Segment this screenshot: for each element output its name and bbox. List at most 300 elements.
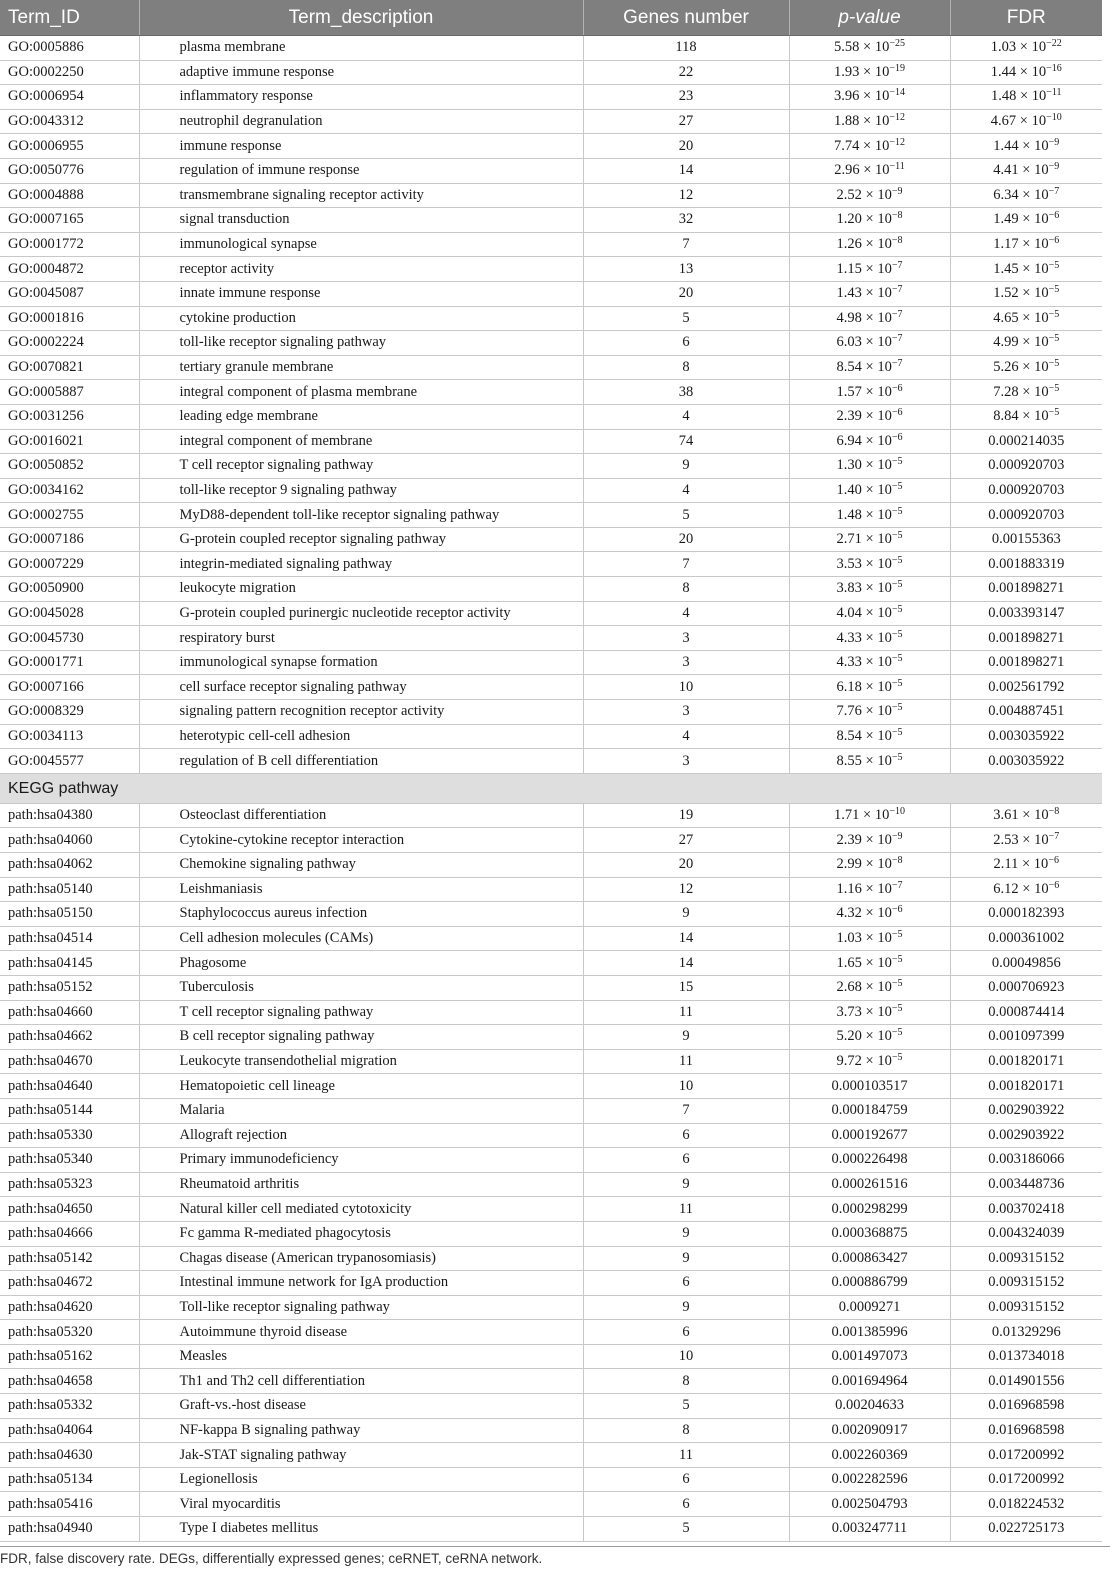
- p-value-cell-exponent: −7: [891, 358, 903, 370]
- genes-number-cell: 10: [583, 675, 789, 700]
- p-value-cell-times: × 10: [865, 880, 892, 897]
- table-row: [0, 134, 1102, 159]
- fdr-cell-times: × 10: [1022, 236, 1049, 253]
- p-value-cell-exponent: −8: [891, 210, 903, 222]
- p-value-cell: [789, 1418, 950, 1443]
- fdr-cell-exponent: −7: [1048, 185, 1060, 197]
- table-row: [0, 1443, 1102, 1468]
- p-value-cell-exponent: −6: [891, 904, 903, 916]
- term-description-cell: innate immune response: [139, 281, 583, 306]
- fdr-cell-exponent: −5: [1048, 358, 1060, 370]
- term-description-cell: leading edge membrane: [139, 404, 583, 429]
- term-id-cell: path:hsa04670: [0, 1049, 139, 1074]
- fdr-cell: [950, 1123, 1102, 1148]
- fdr-cell-exponent: −22: [1046, 38, 1062, 50]
- fdr-cell: [950, 109, 1102, 134]
- p-value-cell-times: × 10: [865, 236, 892, 253]
- fdr-cell: [950, 1025, 1102, 1050]
- genes-number-cell: 10: [583, 1344, 789, 1369]
- term-id-cell: path:hsa05140: [0, 877, 139, 902]
- term-id-cell: GO:0045577: [0, 749, 139, 774]
- term-id-cell: path:hsa04650: [0, 1197, 139, 1222]
- fdr-cell-exponent: −9: [1048, 161, 1060, 173]
- fdr-cell-text: 0.000920703: [988, 481, 1065, 498]
- fdr-cell-mantissa: 1.17: [993, 236, 1019, 253]
- p-value-cell-exponent: −25: [889, 38, 905, 50]
- fdr-cell: [950, 1221, 1102, 1246]
- p-value-cell-times: × 10: [865, 678, 892, 695]
- term-description-cell: integral component of plasma membrane: [139, 380, 583, 405]
- fdr-cell-text: 0.017200992: [988, 1446, 1065, 1463]
- fdr-cell-mantissa: 2.11: [993, 856, 1019, 873]
- p-value-cell-mantissa: 4.98: [836, 309, 862, 326]
- fdr-cell: [950, 1418, 1102, 1443]
- term-description-cell: respiratory burst: [139, 626, 583, 651]
- fdr-cell: [950, 1000, 1102, 1025]
- fdr-cell: [950, 1295, 1102, 1320]
- p-value-cell: [789, 675, 950, 700]
- genes-number-cell: 20: [583, 853, 789, 878]
- p-value-cell-times: × 10: [865, 285, 892, 302]
- term-id-cell: GO:0001816: [0, 306, 139, 331]
- genes-number-cell: 11: [583, 1000, 789, 1025]
- term-id-cell: GO:0070821: [0, 355, 139, 380]
- fdr-cell-text: 0.003035922: [988, 727, 1065, 744]
- p-value-cell-times: × 10: [865, 408, 892, 425]
- header-p-value: [789, 0, 950, 36]
- p-value-cell: [789, 650, 950, 675]
- fdr-cell: [950, 1246, 1102, 1271]
- p-value-cell-mantissa: 2.39: [836, 831, 862, 848]
- table-row: [0, 257, 1102, 282]
- p-value-cell-exponent: −11: [889, 161, 905, 173]
- table-row: [0, 183, 1102, 208]
- fdr-cell-mantissa: 2.53: [993, 831, 1019, 848]
- fdr-cell: [950, 1049, 1102, 1074]
- genes-number-cell: 8: [583, 577, 789, 602]
- fdr-cell-text: 0.009315152: [988, 1274, 1065, 1291]
- term-description-cell: Rheumatoid arthritis: [139, 1172, 583, 1197]
- term-id-cell: path:hsa04145: [0, 951, 139, 976]
- table-row: [0, 281, 1102, 306]
- fdr-cell-times: × 10: [1022, 807, 1049, 824]
- genes-number-cell: 5: [583, 503, 789, 528]
- p-value-cell-exponent: −10: [889, 806, 905, 818]
- fdr-cell: [950, 724, 1102, 749]
- p-value-cell: [789, 1049, 950, 1074]
- p-value-cell: [789, 724, 950, 749]
- p-value-cell-exponent: −14: [889, 87, 905, 99]
- fdr-cell-mantissa: 4.65: [993, 309, 1019, 326]
- term-description-cell: integral component of membrane: [139, 429, 583, 454]
- genes-number-cell: 14: [583, 926, 789, 951]
- p-value-cell: [789, 577, 950, 602]
- fdr-cell-text: 0.000706923: [988, 979, 1065, 996]
- fdr-cell: [950, 36, 1102, 61]
- fdr-cell-exponent: −5: [1048, 308, 1060, 320]
- table-row: [0, 1049, 1102, 1074]
- p-value-cell-mantissa: 8.54: [836, 727, 862, 744]
- p-value-cell: [789, 1098, 950, 1123]
- term-description-cell: Legionellosis: [139, 1467, 583, 1492]
- p-value-cell: [789, 306, 950, 331]
- fdr-cell-text: 0.002903922: [988, 1102, 1065, 1119]
- table-row: [0, 675, 1102, 700]
- header-row: [0, 0, 1102, 36]
- table-row: [0, 926, 1102, 951]
- term-description-cell: Hematopoietic cell lineage: [139, 1074, 583, 1099]
- p-value-cell-text: 0.002504793: [831, 1495, 908, 1512]
- fdr-cell: [950, 1369, 1102, 1394]
- table-row: [0, 552, 1102, 577]
- fdr-cell-times: × 10: [1022, 162, 1049, 179]
- p-value-cell-exponent: −5: [891, 929, 903, 941]
- p-value-cell-exponent: −5: [891, 603, 903, 615]
- term-description-cell: integrin-mediated signaling pathway: [139, 552, 583, 577]
- fdr-cell-mantissa: 4.41: [993, 162, 1019, 179]
- p-value-cell-exponent: −5: [891, 978, 903, 990]
- genes-number-cell: 6: [583, 331, 789, 356]
- fdr-cell: [950, 1492, 1102, 1517]
- p-value-cell-mantissa: 8.55: [836, 752, 862, 769]
- genes-number-cell: 4: [583, 404, 789, 429]
- table-row: [0, 724, 1102, 749]
- fdr-cell-exponent: −9: [1048, 136, 1060, 148]
- p-value-cell-exponent: −5: [891, 579, 903, 591]
- fdr-cell: [950, 183, 1102, 208]
- fdr-cell-mantissa: 1.03: [990, 39, 1017, 56]
- p-value-cell-mantissa: 2.39: [836, 408, 862, 425]
- term-id-cell: path:hsa04640: [0, 1074, 139, 1099]
- p-value-cell: [789, 36, 950, 61]
- genes-number-cell: 5: [583, 1517, 789, 1542]
- genes-number-cell: 3: [583, 700, 789, 725]
- fdr-cell: [950, 902, 1102, 927]
- term-description-cell: MyD88-dependent toll-like receptor signaling pathway: [139, 503, 583, 528]
- table-row: [0, 85, 1102, 110]
- header-term-id: Term_ID: [0, 0, 139, 36]
- p-value-cell-exponent: −5: [891, 1052, 903, 1064]
- term-id-cell: path:hsa05144: [0, 1098, 139, 1123]
- p-value-cell-times: × 10: [865, 506, 892, 523]
- p-value-cell-mantissa: 4.33: [836, 654, 862, 671]
- fdr-cell: [950, 208, 1102, 233]
- term-id-cell: path:hsa04380: [0, 803, 139, 828]
- genes-number-cell: 7: [583, 552, 789, 577]
- term-id-cell: path:hsa05332: [0, 1394, 139, 1419]
- p-value-cell-times: × 10: [865, 1053, 892, 1070]
- fdr-cell: [950, 1148, 1102, 1173]
- p-value-cell: [789, 828, 950, 853]
- p-value-cell-mantissa: 4.04: [836, 604, 862, 621]
- term-id-cell: GO:0007165: [0, 208, 139, 233]
- fdr-cell-exponent: −10: [1046, 112, 1062, 124]
- table-row: [0, 601, 1102, 626]
- fdr-cell-mantissa: 1.45: [993, 260, 1019, 277]
- p-value-cell-mantissa: 2.99: [836, 856, 862, 873]
- fdr-cell-text: 0.022725173: [988, 1520, 1065, 1537]
- table-row: [0, 626, 1102, 651]
- p-value-cell-exponent: −5: [891, 653, 903, 665]
- table-row: [0, 158, 1102, 183]
- p-value-cell-times: × 10: [865, 186, 892, 203]
- genes-number-cell: 118: [583, 36, 789, 61]
- header-p-value-label: p-value: [838, 6, 901, 28]
- fdr-cell-text: 0.000361002: [988, 930, 1065, 947]
- genes-number-cell: 3: [583, 650, 789, 675]
- p-value-cell-exponent: −7: [891, 333, 903, 345]
- table-row: [0, 1221, 1102, 1246]
- term-description-cell: Allograft rejection: [139, 1123, 583, 1148]
- term-description-cell: Chemokine signaling pathway: [139, 853, 583, 878]
- p-value-cell-times: × 10: [865, 856, 892, 873]
- fdr-cell-exponent: −6: [1048, 879, 1060, 891]
- fdr-cell-mantissa: 8.84: [993, 408, 1019, 425]
- term-id-cell: path:hsa05134: [0, 1467, 139, 1492]
- p-value-cell: [789, 355, 950, 380]
- table-row: [0, 1467, 1102, 1492]
- fdr-cell-text: 0.001820171: [988, 1053, 1065, 1070]
- p-value-cell-text: 0.000226498: [831, 1151, 908, 1168]
- section-header-row: [0, 773, 1102, 803]
- genes-number-cell: 5: [583, 1394, 789, 1419]
- table-row: [0, 1492, 1102, 1517]
- fdr-cell-text: 0.003702418: [988, 1200, 1065, 1217]
- p-value-cell-times: × 10: [865, 580, 892, 597]
- term-id-cell: path:hsa04064: [0, 1418, 139, 1443]
- term-description-cell: T cell receptor signaling pathway: [139, 454, 583, 479]
- p-value-cell-exponent: −5: [891, 628, 903, 640]
- term-description-cell: toll-like receptor signaling pathway: [139, 331, 583, 356]
- fdr-cell-mantissa: 3.61: [993, 807, 1019, 824]
- p-value-cell-mantissa: 4.33: [836, 629, 862, 646]
- p-value-cell: [789, 183, 950, 208]
- fdr-cell: [950, 1467, 1102, 1492]
- p-value-cell-exponent: −5: [891, 456, 903, 468]
- p-value-cell-text: 0.0009271: [838, 1298, 901, 1315]
- term-description-cell: signaling pattern recognition receptor activity: [139, 700, 583, 725]
- header-term-description: Term_description: [139, 0, 583, 36]
- fdr-cell-text: 0.014901556: [988, 1372, 1065, 1389]
- table-row: [0, 700, 1102, 725]
- p-value-cell-mantissa: 5.20: [836, 1028, 862, 1045]
- genes-number-cell: 20: [583, 281, 789, 306]
- table-row: [0, 1197, 1102, 1222]
- p-value-cell: [789, 1148, 950, 1173]
- term-id-cell: GO:0043312: [0, 109, 139, 134]
- table-row: [0, 1517, 1102, 1542]
- fdr-cell-exponent: −11: [1046, 87, 1062, 99]
- p-value-cell: [789, 1123, 950, 1148]
- table-row: [0, 429, 1102, 454]
- fdr-cell: [950, 1197, 1102, 1222]
- fdr-cell-text: 0.001898271: [988, 580, 1065, 597]
- table-row: [0, 60, 1102, 85]
- genes-number-cell: 10: [583, 1074, 789, 1099]
- term-description-cell: Staphylococcus aureus infection: [139, 902, 583, 927]
- fdr-cell: [950, 1098, 1102, 1123]
- genes-number-cell: 20: [583, 527, 789, 552]
- fdr-cell-text: 0.000874414: [988, 1003, 1065, 1020]
- p-value-cell: [789, 158, 950, 183]
- p-value-cell: [789, 552, 950, 577]
- genes-number-cell: 23: [583, 85, 789, 110]
- p-value-cell-text: 0.002090917: [831, 1421, 908, 1438]
- fdr-cell-text: 0.013734018: [988, 1348, 1065, 1365]
- fdr-cell-exponent: −5: [1048, 333, 1060, 345]
- fdr-cell-exponent: −8: [1048, 806, 1060, 818]
- p-value-cell: [789, 1443, 950, 1468]
- genes-number-cell: 13: [583, 257, 789, 282]
- table-row: [0, 951, 1102, 976]
- p-value-cell-exponent: −6: [891, 382, 903, 394]
- fdr-cell-text: 0.001898271: [988, 654, 1065, 671]
- fdr-cell: [950, 232, 1102, 257]
- fdr-cell-times: × 10: [1019, 39, 1047, 56]
- fdr-cell: [950, 1172, 1102, 1197]
- p-value-cell-mantissa: 2.68: [836, 979, 862, 996]
- term-id-cell: GO:0002250: [0, 60, 139, 85]
- p-value-cell-times: × 10: [865, 432, 892, 449]
- genes-number-cell: 74: [583, 429, 789, 454]
- genes-number-cell: 3: [583, 626, 789, 651]
- term-description-cell: cell surface receptor signaling pathway: [139, 675, 583, 700]
- fdr-cell-mantissa: 1.49: [993, 211, 1019, 228]
- term-id-cell: path:hsa04666: [0, 1221, 139, 1246]
- p-value-cell: [789, 134, 950, 159]
- table-row: [0, 877, 1102, 902]
- p-value-cell-mantissa: 1.03: [836, 930, 862, 947]
- p-value-cell: [789, 1369, 950, 1394]
- term-description-cell: tertiary granule membrane: [139, 355, 583, 380]
- term-description-cell: Osteoclast differentiation: [139, 803, 583, 828]
- term-id-cell: GO:0050852: [0, 454, 139, 479]
- term-description-cell: receptor activity: [139, 257, 583, 282]
- p-value-cell-mantissa: 2.96: [834, 162, 860, 179]
- term-description-cell: Primary immunodeficiency: [139, 1148, 583, 1173]
- term-id-cell: path:hsa05320: [0, 1320, 139, 1345]
- fdr-cell-exponent: −6: [1048, 210, 1060, 222]
- table-row: [0, 650, 1102, 675]
- p-value-cell-times: × 10: [865, 531, 892, 548]
- p-value-cell-text: 0.000261516: [831, 1176, 908, 1193]
- table-row: [0, 208, 1102, 233]
- p-value-cell-exponent: −5: [891, 1002, 903, 1014]
- fdr-cell-mantissa: 5.26: [993, 359, 1019, 376]
- term-description-cell: neutrophil degranulation: [139, 109, 583, 134]
- table-row: [0, 1344, 1102, 1369]
- genes-number-cell: 7: [583, 232, 789, 257]
- fdr-cell-times: × 10: [1022, 334, 1049, 351]
- p-value-cell-times: × 10: [865, 703, 892, 720]
- genes-number-cell: 20: [583, 134, 789, 159]
- fdr-cell: [950, 478, 1102, 503]
- p-value-cell-mantissa: 2.52: [836, 186, 862, 203]
- term-id-cell: path:hsa04660: [0, 1000, 139, 1025]
- term-description-cell: immune response: [139, 134, 583, 159]
- term-description-cell: plasma membrane: [139, 36, 583, 61]
- p-value-cell-exponent: −19: [889, 62, 905, 74]
- p-value-cell: [789, 951, 950, 976]
- genes-number-cell: 5: [583, 306, 789, 331]
- fdr-cell-text: 0.009315152: [988, 1298, 1065, 1315]
- p-value-cell-times: × 10: [863, 162, 890, 179]
- p-value-cell: [789, 331, 950, 356]
- fdr-cell: [950, 1271, 1102, 1296]
- p-value-cell: [789, 527, 950, 552]
- term-id-cell: GO:0016021: [0, 429, 139, 454]
- p-value-cell-exponent: −5: [891, 726, 903, 738]
- fdr-cell-mantissa: 4.99: [993, 334, 1019, 351]
- genes-number-cell: 9: [583, 1221, 789, 1246]
- genes-number-cell: 9: [583, 1172, 789, 1197]
- p-value-cell-times: × 10: [865, 359, 892, 376]
- term-id-cell: GO:0034113: [0, 724, 139, 749]
- p-value-cell-text: 0.001385996: [831, 1323, 908, 1340]
- term-id-cell: GO:0050776: [0, 158, 139, 183]
- term-description-cell: transmembrane signaling receptor activity: [139, 183, 583, 208]
- genes-number-cell: 9: [583, 902, 789, 927]
- term-description-cell: Fc gamma R-mediated phagocytosis: [139, 1221, 583, 1246]
- genes-number-cell: 19: [583, 803, 789, 828]
- fdr-cell-text: 0.016968598: [988, 1421, 1065, 1438]
- genes-number-cell: 22: [583, 60, 789, 85]
- p-value-cell-mantissa: 1.88: [834, 113, 860, 130]
- fdr-cell: [950, 60, 1102, 85]
- p-value-cell-mantissa: 3.73: [836, 1003, 862, 1020]
- fdr-cell: [950, 503, 1102, 528]
- fdr-cell-text: 0.017200992: [988, 1471, 1065, 1488]
- table-row: [0, 828, 1102, 853]
- p-value-cell-exponent: −5: [891, 505, 903, 517]
- fdr-cell: [950, 650, 1102, 675]
- p-value-cell-exponent: −5: [891, 702, 903, 714]
- p-value-cell-exponent: −5: [891, 530, 903, 542]
- p-value-cell: [789, 1172, 950, 1197]
- term-id-cell: path:hsa05340: [0, 1148, 139, 1173]
- table-row: [0, 853, 1102, 878]
- term-description-cell: Leishmaniasis: [139, 877, 583, 902]
- table-row: [0, 380, 1102, 405]
- fdr-cell-mantissa: 6.12: [993, 880, 1019, 897]
- fdr-cell-text: 0.000920703: [988, 457, 1065, 474]
- table-row: [0, 404, 1102, 429]
- genes-number-cell: 7: [583, 1098, 789, 1123]
- p-value-cell-times: × 10: [865, 260, 892, 277]
- genes-number-cell: 6: [583, 1320, 789, 1345]
- term-id-cell: path:hsa04940: [0, 1517, 139, 1542]
- table-row: [0, 1098, 1102, 1123]
- fdr-cell: [950, 803, 1102, 828]
- term-id-cell: GO:0004872: [0, 257, 139, 282]
- table-footnote: FDR, false discovery rate. DEGs, differentially expressed genes; ceRNET, ceRNA network.: [0, 1546, 1110, 1566]
- p-value-cell-times: × 10: [863, 137, 890, 154]
- term-description-cell: Cell adhesion molecules (CAMs): [139, 926, 583, 951]
- p-value-cell-mantissa: 1.57: [836, 383, 862, 400]
- genes-number-cell: 4: [583, 724, 789, 749]
- genes-number-cell: 4: [583, 478, 789, 503]
- fdr-cell-times: × 10: [1022, 260, 1049, 277]
- p-value-cell-times: × 10: [863, 39, 890, 56]
- fdr-cell: [950, 331, 1102, 356]
- genes-number-cell: 6: [583, 1271, 789, 1296]
- fdr-cell-times: × 10: [1022, 383, 1049, 400]
- p-value-cell-mantissa: 1.16: [836, 880, 862, 897]
- header-fdr: FDR: [950, 0, 1102, 36]
- genes-number-cell: 11: [583, 1049, 789, 1074]
- term-id-cell: path:hsa04658: [0, 1369, 139, 1394]
- fdr-cell: [950, 1320, 1102, 1345]
